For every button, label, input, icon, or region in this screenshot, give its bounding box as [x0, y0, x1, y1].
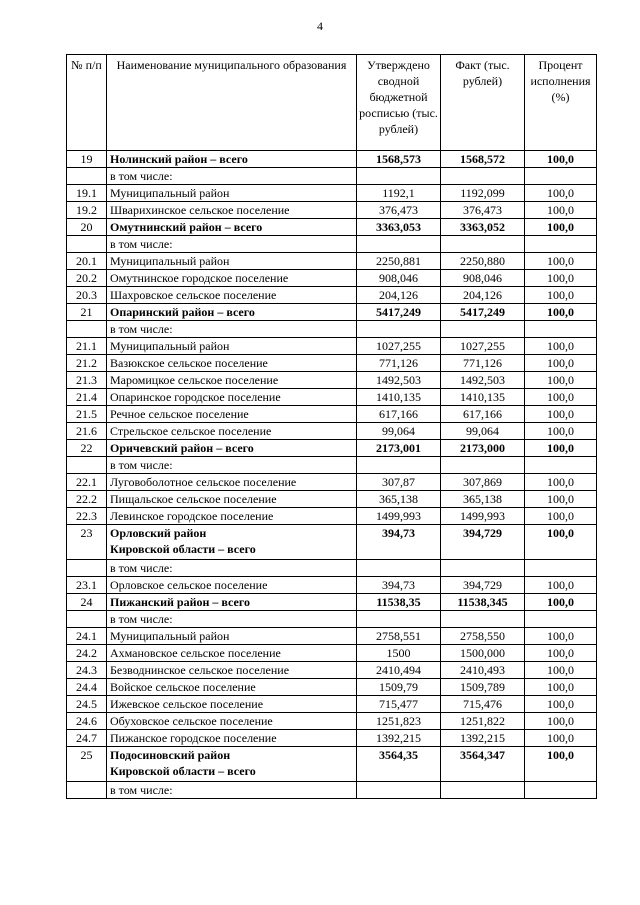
row-fact: 394,729 — [441, 525, 525, 560]
row-number: 22.2 — [67, 491, 107, 508]
table-row — [67, 168, 597, 185]
page-number: 4 — [317, 19, 323, 33]
row-approved: 99,064 — [357, 423, 441, 440]
row-name: Шахровское сельское поселение — [107, 287, 357, 304]
table-row — [67, 321, 597, 338]
budget-execution-table — [66, 54, 597, 799]
row-fact: 2410,493 — [441, 662, 525, 679]
row-fact: 394,729 — [441, 577, 525, 594]
header-approved: Утверждено сводной бюджетной росписью (тыс. рублей) — [357, 55, 441, 151]
row-approved: 204,126 — [357, 287, 441, 304]
row-approved — [357, 611, 441, 628]
table-row — [67, 185, 597, 202]
row-name: Оричевский район – всего — [107, 440, 357, 457]
row-approved: 3363,053 — [357, 219, 441, 236]
row-number: 21 — [67, 304, 107, 321]
row-name: Пижанское городское поселение — [107, 730, 357, 747]
row-approved: 2173,001 — [357, 440, 441, 457]
row-name: Орловский район Кировской области – всего — [107, 525, 357, 560]
row-name: Вазюкское сельское поселение — [107, 355, 357, 372]
row-approved: 2250,881 — [357, 253, 441, 270]
row-number: 24.7 — [67, 730, 107, 747]
row-percent: 100,0 — [525, 594, 597, 611]
row-fact: 1027,255 — [441, 338, 525, 355]
table-row — [67, 747, 597, 782]
header-name: Наименование муниципального образования — [107, 55, 357, 151]
row-name: в том числе: — [107, 236, 357, 253]
row-fact: 2758,550 — [441, 628, 525, 645]
table-row — [67, 560, 597, 577]
row-name: в том числе: — [107, 457, 357, 474]
row-percent — [525, 168, 597, 185]
row-fact: 1499,993 — [441, 508, 525, 525]
table-row — [67, 611, 597, 628]
table-row — [67, 457, 597, 474]
row-percent: 100,0 — [525, 508, 597, 525]
row-approved: 365,138 — [357, 491, 441, 508]
row-percent: 100,0 — [525, 219, 597, 236]
row-fact: 617,166 — [441, 406, 525, 423]
table-row — [67, 628, 597, 645]
row-name: Муниципальный район — [107, 253, 357, 270]
row-fact — [441, 168, 525, 185]
row-approved — [357, 782, 441, 799]
row-number — [67, 611, 107, 628]
row-approved: 3564,35 — [357, 747, 441, 782]
row-number: 21.2 — [67, 355, 107, 372]
row-percent: 100,0 — [525, 355, 597, 372]
row-name: Безводнинское сельское поселение — [107, 662, 357, 679]
row-approved: 2410,494 — [357, 662, 441, 679]
row-fact: 3564,347 — [441, 747, 525, 782]
row-number: 25 — [67, 747, 107, 782]
row-number: 21.1 — [67, 338, 107, 355]
row-fact: 2250,880 — [441, 253, 525, 270]
row-percent: 100,0 — [525, 372, 597, 389]
row-number: 20.2 — [67, 270, 107, 287]
row-percent: 100,0 — [525, 440, 597, 457]
row-percent: 100,0 — [525, 679, 597, 696]
row-fact: 307,869 — [441, 474, 525, 491]
row-fact — [441, 560, 525, 577]
row-fact: 715,476 — [441, 696, 525, 713]
row-number: 21.5 — [67, 406, 107, 423]
table-row — [67, 645, 597, 662]
table-row — [67, 679, 597, 696]
table-row — [67, 304, 597, 321]
table-row — [67, 355, 597, 372]
row-name: Орловское сельское поселение — [107, 577, 357, 594]
row-percent: 100,0 — [525, 628, 597, 645]
row-number — [67, 782, 107, 799]
row-name: Обуховское сельское поселение — [107, 713, 357, 730]
row-name: Стрельское сельское поселение — [107, 423, 357, 440]
row-number: 20.3 — [67, 287, 107, 304]
row-percent: 100,0 — [525, 338, 597, 355]
table-row — [67, 782, 597, 799]
row-fact — [441, 321, 525, 338]
row-approved — [357, 236, 441, 253]
row-name: в том числе: — [107, 321, 357, 338]
row-percent: 100,0 — [525, 253, 597, 270]
row-percent — [525, 236, 597, 253]
row-fact — [441, 236, 525, 253]
row-name: в том числе: — [107, 168, 357, 185]
row-fact: 99,064 — [441, 423, 525, 440]
row-approved — [357, 168, 441, 185]
row-fact: 1192,099 — [441, 185, 525, 202]
row-fact — [441, 611, 525, 628]
row-approved: 394,73 — [357, 577, 441, 594]
row-name: в том числе: — [107, 560, 357, 577]
table-row — [67, 440, 597, 457]
row-number: 22.3 — [67, 508, 107, 525]
row-name: Омутнинский район – всего — [107, 219, 357, 236]
row-number: 24.1 — [67, 628, 107, 645]
row-name: в том числе: — [107, 782, 357, 799]
header-fact: Факт (тыс. рублей) — [441, 55, 525, 151]
row-number — [67, 236, 107, 253]
row-name: Пижанский район – всего — [107, 594, 357, 611]
table-row — [67, 202, 597, 219]
row-percent: 100,0 — [525, 185, 597, 202]
row-approved — [357, 321, 441, 338]
row-number: 24.5 — [67, 696, 107, 713]
row-number — [67, 457, 107, 474]
row-percent — [525, 782, 597, 799]
row-approved: 394,73 — [357, 525, 441, 560]
row-fact: 1509,789 — [441, 679, 525, 696]
row-percent: 100,0 — [525, 696, 597, 713]
row-approved: 1492,503 — [357, 372, 441, 389]
row-percent: 100,0 — [525, 474, 597, 491]
table-row — [67, 474, 597, 491]
row-approved: 617,166 — [357, 406, 441, 423]
row-name: Нолинский район – всего — [107, 151, 357, 168]
row-fact: 204,126 — [441, 287, 525, 304]
row-fact: 1251,822 — [441, 713, 525, 730]
row-number — [67, 168, 107, 185]
row-name: Муниципальный район — [107, 338, 357, 355]
row-fact: 376,473 — [441, 202, 525, 219]
row-percent: 100,0 — [525, 406, 597, 423]
row-approved: 1499,993 — [357, 508, 441, 525]
row-percent: 100,0 — [525, 202, 597, 219]
row-fact: 11538,345 — [441, 594, 525, 611]
row-number: 20.1 — [67, 253, 107, 270]
header-percent: Процент исполнения (%) — [525, 55, 597, 151]
row-approved: 1410,135 — [357, 389, 441, 406]
row-approved: 1509,79 — [357, 679, 441, 696]
row-fact — [441, 782, 525, 799]
row-fact: 5417,249 — [441, 304, 525, 321]
row-fact: 1500,000 — [441, 645, 525, 662]
row-percent: 100,0 — [525, 151, 597, 168]
row-name: Левинское городское поселение — [107, 508, 357, 525]
table-row — [67, 491, 597, 508]
row-fact: 1492,503 — [441, 372, 525, 389]
table-row — [67, 730, 597, 747]
row-percent: 100,0 — [525, 525, 597, 560]
row-name: Муниципальный район — [107, 628, 357, 645]
row-name: Маромицкое сельское поселение — [107, 372, 357, 389]
table-row — [67, 253, 597, 270]
table-row — [67, 236, 597, 253]
row-fact: 365,138 — [441, 491, 525, 508]
row-approved: 11538,35 — [357, 594, 441, 611]
row-approved — [357, 560, 441, 577]
row-name: Шварихинское сельское поселение — [107, 202, 357, 219]
row-approved: 376,473 — [357, 202, 441, 219]
row-number: 22 — [67, 440, 107, 457]
row-number: 21.4 — [67, 389, 107, 406]
table-row — [67, 696, 597, 713]
row-number: 19.2 — [67, 202, 107, 219]
row-percent: 100,0 — [525, 577, 597, 594]
row-name: Войское сельское поселение — [107, 679, 357, 696]
row-name: Пищальское сельское поселение — [107, 491, 357, 508]
row-percent: 100,0 — [525, 304, 597, 321]
table-body — [67, 151, 597, 799]
row-approved — [357, 457, 441, 474]
row-percent: 100,0 — [525, 389, 597, 406]
row-name: Опаринский район – всего — [107, 304, 357, 321]
row-approved: 1251,823 — [357, 713, 441, 730]
table-row — [67, 270, 597, 287]
row-percent — [525, 321, 597, 338]
row-approved: 1392,215 — [357, 730, 441, 747]
row-fact: 1568,572 — [441, 151, 525, 168]
row-approved: 1568,573 — [357, 151, 441, 168]
row-name: Муниципальный район — [107, 185, 357, 202]
row-number: 24.3 — [67, 662, 107, 679]
table-row — [67, 287, 597, 304]
table-row — [67, 219, 597, 236]
table-row — [67, 662, 597, 679]
table-row — [67, 372, 597, 389]
row-number — [67, 560, 107, 577]
row-approved: 1500 — [357, 645, 441, 662]
row-percent — [525, 560, 597, 577]
row-number: 24.4 — [67, 679, 107, 696]
row-name: Подосиновский район Кировской области – всего — [107, 747, 357, 782]
row-fact — [441, 457, 525, 474]
row-number: 19 — [67, 151, 107, 168]
row-percent: 100,0 — [525, 662, 597, 679]
table-row — [67, 423, 597, 440]
header-number: № п/п — [67, 55, 107, 151]
row-number: 24 — [67, 594, 107, 611]
row-percent — [525, 457, 597, 474]
row-fact: 771,126 — [441, 355, 525, 372]
table-row — [67, 389, 597, 406]
row-number: 23 — [67, 525, 107, 560]
row-number: 21.3 — [67, 372, 107, 389]
row-percent: 100,0 — [525, 730, 597, 747]
row-number: 21.6 — [67, 423, 107, 440]
row-approved: 1027,255 — [357, 338, 441, 355]
row-approved: 771,126 — [357, 355, 441, 372]
row-percent: 100,0 — [525, 645, 597, 662]
row-fact: 908,046 — [441, 270, 525, 287]
row-percent: 100,0 — [525, 270, 597, 287]
table-row — [67, 151, 597, 168]
row-percent: 100,0 — [525, 491, 597, 508]
row-name: Омутнинское городское поселение — [107, 270, 357, 287]
row-percent — [525, 611, 597, 628]
row-approved: 908,046 — [357, 270, 441, 287]
row-approved: 307,87 — [357, 474, 441, 491]
table-row — [67, 713, 597, 730]
row-number — [67, 321, 107, 338]
row-fact: 1410,135 — [441, 389, 525, 406]
row-percent: 100,0 — [525, 713, 597, 730]
row-percent: 100,0 — [525, 423, 597, 440]
row-number: 22.1 — [67, 474, 107, 491]
row-fact: 1392,215 — [441, 730, 525, 747]
row-approved: 1192,1 — [357, 185, 441, 202]
row-fact: 2173,000 — [441, 440, 525, 457]
table-row — [67, 525, 597, 560]
table-row — [67, 577, 597, 594]
row-name: Речное сельское поселение — [107, 406, 357, 423]
row-name: Луговоболотное сельское поселение — [107, 474, 357, 491]
row-name: Ижевское сельское поселение — [107, 696, 357, 713]
table-row — [67, 508, 597, 525]
row-name: в том числе: — [107, 611, 357, 628]
row-number: 19.1 — [67, 185, 107, 202]
table-row — [67, 338, 597, 355]
row-percent: 100,0 — [525, 747, 597, 782]
row-number: 23.1 — [67, 577, 107, 594]
row-fact: 3363,052 — [441, 219, 525, 236]
table-row — [67, 594, 597, 611]
row-approved: 2758,551 — [357, 628, 441, 645]
row-approved: 715,477 — [357, 696, 441, 713]
row-name: Ахмановское сельское поселение — [107, 645, 357, 662]
row-percent: 100,0 — [525, 287, 597, 304]
row-name: Опаринское городское поселение — [107, 389, 357, 406]
table-row — [67, 406, 597, 423]
row-number: 24.2 — [67, 645, 107, 662]
row-number: 24.6 — [67, 713, 107, 730]
row-approved: 5417,249 — [357, 304, 441, 321]
row-number: 20 — [67, 219, 107, 236]
